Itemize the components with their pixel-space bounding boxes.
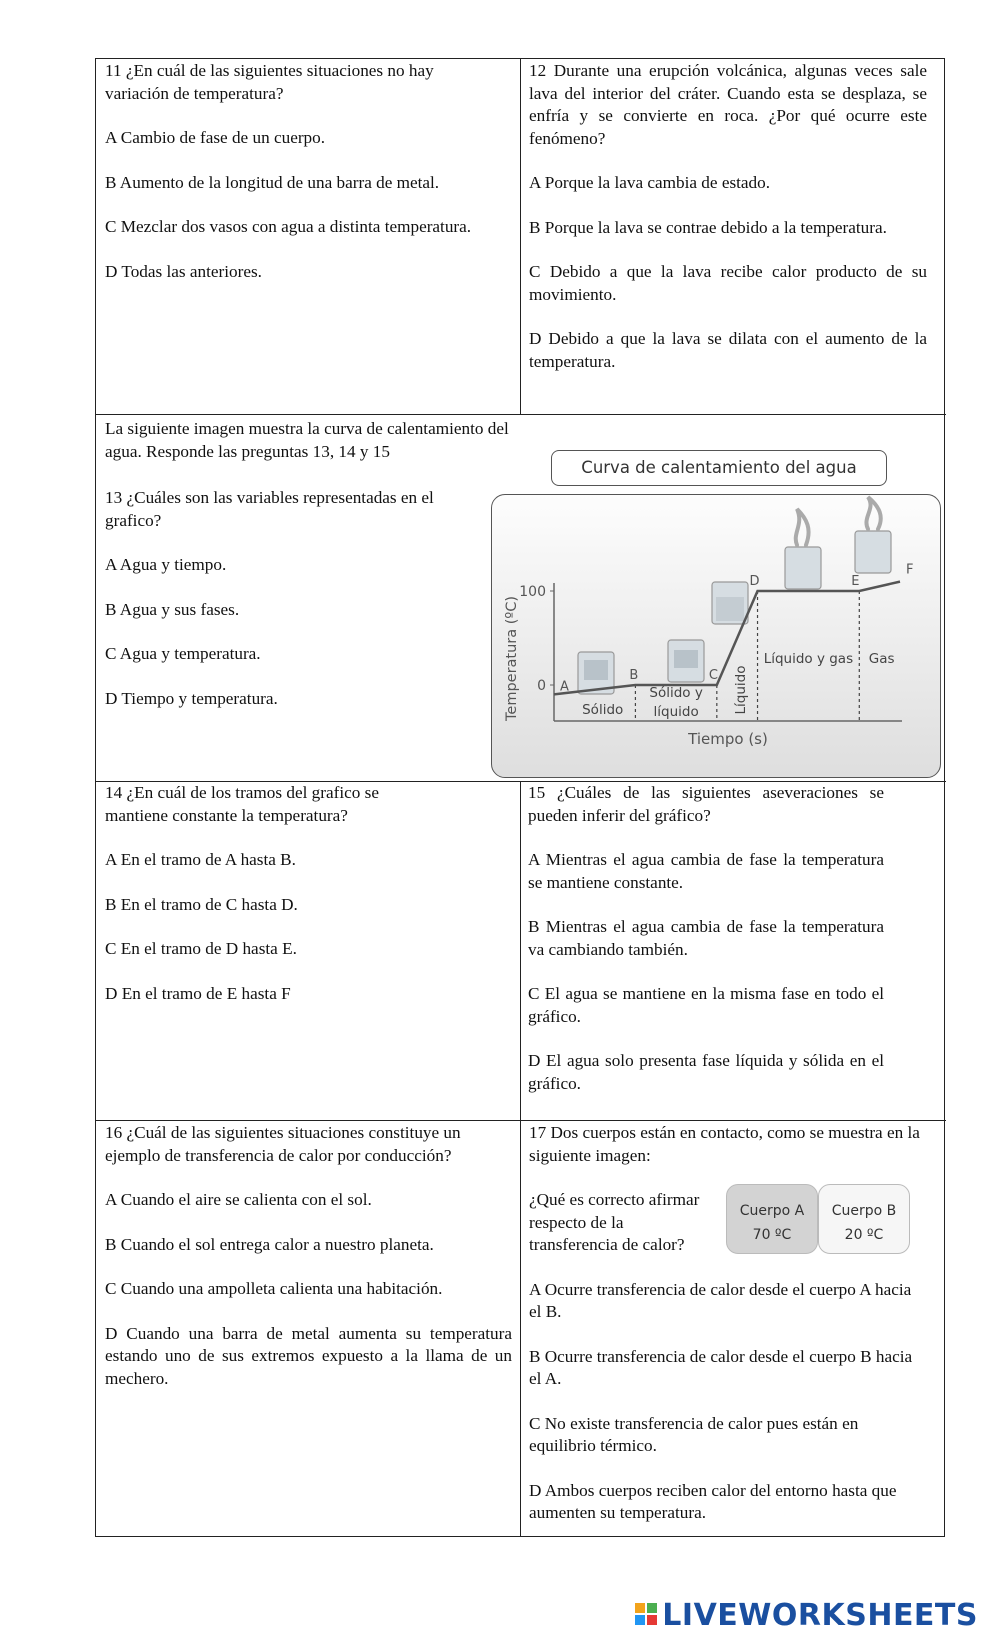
question-11-text: 11 ¿En cuál de las siguientes situaciones no hay variación de temperatura? [105, 61, 434, 103]
option-15-b[interactable]: B Mientras el agua cambia de fase la temperatura va cambiando también. [528, 917, 884, 959]
body-b-temp: 20 ºC [844, 1227, 884, 1243]
glass-icon-liquid [712, 582, 748, 624]
option-14-b[interactable]: B En el tramo de C hasta D. [105, 894, 298, 914]
footer-brand-text: LIVEWORKSHEETS [662, 1598, 978, 1633]
question-12-text: 12 Durante una erupción volcánica, algunas veces sale lava del interior del cráter. Cuando esta se desplaza, se enfría y se convierte en roca. ¿Por qué ocurre este fenómeno? [529, 61, 927, 148]
option-15-a[interactable]: A Mientras el agua cambia de fase la temperatura se mantiene constante. [528, 850, 884, 892]
point-label: A [560, 679, 569, 695]
option-11-c[interactable]: C Mezclar dos vasos con agua a distinta temperatura. [105, 217, 472, 236]
option-16-d[interactable]: D Cuando una barra de metal aumenta su temperatura estando uno de sus extremos expuesto a la llama de un mechero. [105, 1323, 512, 1388]
option-14-a[interactable]: A En el tramo de A hasta B. [105, 850, 296, 869]
option-16-c[interactable]: C Cuando una ampolleta calienta una habitación. [105, 1279, 443, 1298]
option-16-a[interactable]: A Cuando el aire se calienta con el sol. [105, 1190, 372, 1209]
ytick-label-100: 100 [519, 584, 546, 600]
body-a-temp: 70 ºC [752, 1227, 792, 1243]
option-13-c[interactable]: C Agua y temperatura. [105, 644, 261, 663]
question-16-text: 16 ¿Cuál de las siguientes situaciones constituye un ejemplo de transferencia de calor por conducción? [105, 1123, 461, 1165]
point-label: F [906, 562, 914, 578]
option-13-a[interactable]: A Agua y tiempo. [105, 555, 227, 574]
y-axis-label: Temperatura (ºC) [504, 595, 520, 721]
chart-title: Curva de calentamiento del agua [551, 450, 887, 486]
body-b-box [818, 1184, 910, 1254]
option-12-d[interactable]: D Debido a que la lava se dilata con el aumento de la temperatura. [529, 329, 927, 371]
option-13-b[interactable]: B Agua y sus fases. [105, 599, 240, 619]
question-13-text: 13 ¿Cuáles son las variables representadas en el grafico? [105, 488, 434, 530]
option-16-b[interactable]: B Cuando el sol entrega calor a nuestro planeta. [105, 1234, 434, 1254]
region-label-liquid: Líquido [733, 665, 750, 715]
footer-brand [634, 1598, 978, 1633]
option-12-b[interactable]: B Porque la lava se contrae debido a la temperatura. [529, 217, 887, 237]
option-11-d[interactable]: D Todas las anteriores. [105, 261, 262, 281]
question-15 [519, 782, 884, 1095]
option-17-d[interactable]: D Ambos cuerpos reciben calor del entorno hasta que aumenten su temperatura. [529, 1480, 897, 1522]
body-b-name: Cuerpo B [831, 1203, 897, 1219]
point-label: E [851, 574, 860, 589]
question-12 [520, 60, 927, 373]
x-axis-label: Tiempo (s) [688, 730, 768, 748]
region-label-solid-liquid-2: líquido [653, 704, 699, 720]
option-17-a[interactable]: A Ocurre transferencia de calor desde el cuerpo A hacia el B. [529, 1279, 912, 1321]
intro-text [96, 418, 536, 463]
question-16 [96, 1122, 512, 1390]
option-14-d[interactable]: D En el tramo de E hasta F [105, 983, 291, 1003]
ytick-label-0: 0 [537, 678, 546, 694]
question-15-text: 15 ¿Cuáles de las siguientes aseveraciones se pueden inferir del gráfico? [528, 783, 884, 825]
question-14 [96, 782, 436, 1005]
question-17 [520, 1122, 925, 1525]
option-17-c[interactable]: C No existe transferencia de calor pues están en equilibrio térmico. [529, 1413, 859, 1455]
question-17-subtext: ¿Qué es correcto afirmar respecto de la transferencia de calor? [529, 1190, 700, 1254]
liveworksheets-logo-icon [634, 1602, 658, 1626]
glass-icon-boiling [785, 509, 821, 589]
option-11-a[interactable]: A Cambio de fase de un cuerpo. [105, 128, 326, 147]
point-label: D [749, 574, 760, 589]
question-17-text: 17 Dos cuerpos están en contacto, como se muestra en la siguiente imagen: [529, 1123, 920, 1165]
point-label: C [708, 668, 718, 683]
divider-h1 [96, 414, 946, 415]
option-15-d[interactable]: D El agua solo presenta fase líquida y sólida en el gráfico. [528, 1051, 884, 1093]
option-13-d[interactable]: D Tiempo y temperatura. [105, 688, 278, 708]
option-12-c[interactable]: C Debido a que la lava recibe calor producto de su movimiento. [529, 262, 927, 304]
body-a-box [726, 1184, 818, 1254]
option-11-b[interactable]: B Aumento de la longitud de una barra de metal. [105, 172, 440, 192]
region-label-solid: Sólido [582, 702, 624, 718]
point-label: B [629, 668, 639, 683]
body-a-name: Cuerpo A [739, 1203, 805, 1219]
question-13 [96, 487, 480, 710]
glass-icon-steam [855, 497, 891, 573]
region-label-solid-liquid: Sólido y [649, 685, 703, 701]
option-14-c[interactable]: C En el tramo de D hasta E. [105, 939, 297, 958]
option-12-a[interactable]: A Porque la lava cambia de estado. [529, 173, 771, 192]
glass-icon-melting [668, 640, 704, 682]
question-14-text: 14 ¿En cuál de los tramos del grafico se mantiene constante la temperatura? [105, 783, 379, 825]
question-11 [96, 60, 472, 283]
option-15-c[interactable]: C El agua se mantiene en la misma fase en todo el gráfico. [528, 984, 884, 1026]
region-label-liquid-gas: Líquido y gas [763, 651, 854, 667]
option-17-b[interactable]: B Ocurre transferencia de calor desde el cuerpo B hacia el A. [529, 1346, 913, 1388]
intro-paragraph: La siguiente imagen muestra la curva de calentamiento del agua. Responde las preguntas 13, 14 y 15 [105, 419, 509, 461]
heating-curve-chart [491, 494, 941, 778]
divider-h3 [96, 1120, 946, 1121]
region-label-gas: Gas [868, 651, 895, 667]
heating-curve-svg [492, 495, 940, 777]
